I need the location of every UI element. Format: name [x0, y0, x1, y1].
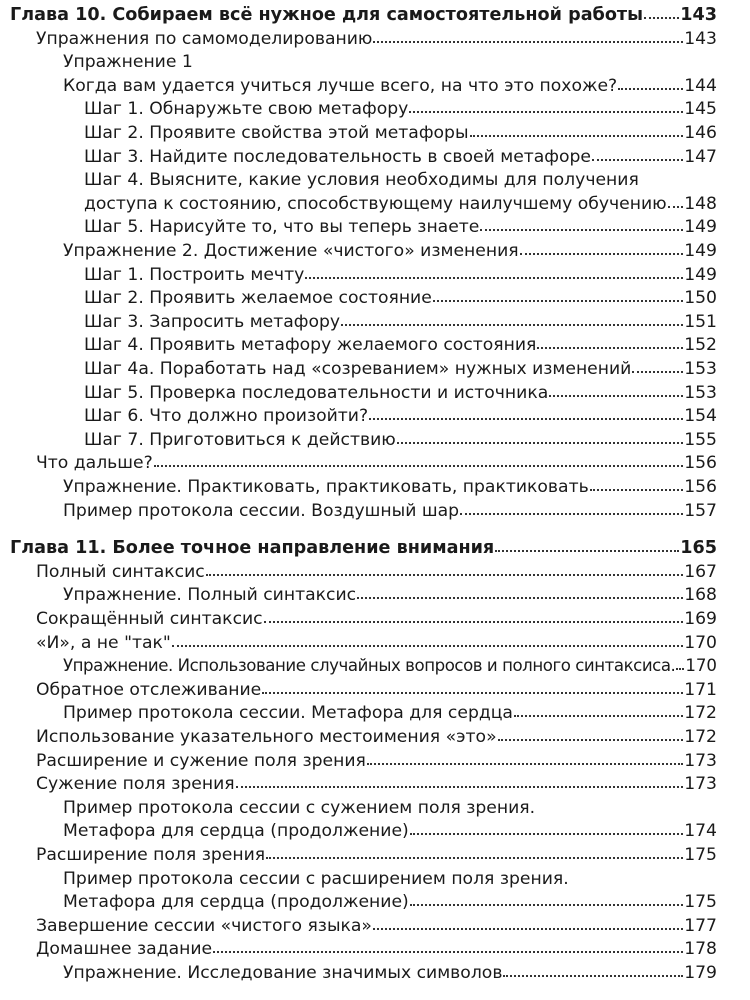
page-number: 143 [684, 28, 717, 49]
dot-leader [373, 927, 683, 930]
page-number: 167 [684, 561, 717, 582]
toc-entry [63, 49, 717, 75]
toc-entry [63, 474, 717, 500]
dot-leader [590, 488, 683, 491]
toc-entry [84, 332, 717, 358]
page-number: 155 [684, 429, 717, 450]
entry-title: доступа к состоянию, способствующему наилучшему обучению [84, 193, 667, 214]
toc-entry [36, 748, 717, 774]
entry-title: Пример протокола сессии. Метафора для сердца [63, 703, 513, 724]
entry-title: Сокращённый синтаксис [36, 609, 263, 629]
toc-entry [84, 427, 717, 453]
entry-title: Шаг 3. Запросить метафору [84, 311, 341, 332]
dot-leader [341, 323, 683, 326]
entry-title: Шаг 4. Проявить метафору желаемого состояния [84, 335, 537, 356]
page-number: 174 [684, 821, 717, 842]
page-number: 178 [684, 939, 717, 960]
toc-entry [63, 582, 717, 608]
entry-title: Шаг 4а. Поработать над «созреванием» нужных изменений [84, 359, 632, 379]
entry-title: Метафора для сердца (продолжение) [63, 821, 409, 842]
dot-leader [357, 596, 683, 599]
page-number: 168 [684, 585, 717, 606]
page-number: 175 [684, 892, 717, 913]
dot-leader [262, 691, 683, 694]
dot-leader [367, 762, 683, 765]
page-number: 165 [680, 538, 717, 559]
dot-leader [495, 549, 679, 552]
dot-leader [213, 950, 683, 953]
toc-entry [36, 913, 717, 939]
dot-leader [618, 87, 683, 90]
dot-leader [549, 394, 683, 397]
entry-title: Пример протокола сессии с сужением поля зрения. [63, 797, 536, 818]
entry-title: Шаг 4. Выясните, какие условия необходимы для получения [84, 170, 639, 191]
page-number: 169 [684, 609, 717, 629]
page-number: 149 [684, 217, 717, 238]
toc-entry [84, 356, 717, 382]
toc-entry [36, 26, 717, 52]
dot-leader [676, 667, 684, 670]
dot-leader [480, 228, 683, 231]
entry-title: Метафора для сердца (продолжение) [63, 892, 409, 913]
toc-entry [36, 677, 717, 703]
page-number: 151 [684, 311, 717, 332]
toc-entry [36, 842, 717, 868]
page-number: 171 [684, 679, 717, 700]
dot-leader [668, 205, 684, 208]
toc-entry [36, 630, 717, 656]
dot-leader [397, 441, 683, 444]
page-number: 157 [684, 500, 717, 521]
page-number: 144 [684, 75, 717, 96]
entry-title: «И», а не "так" [36, 632, 171, 653]
page-number: 146 [684, 123, 717, 143]
toc-entry [84, 144, 717, 170]
toc-entry [36, 724, 717, 750]
dot-leader [206, 573, 683, 576]
entry-title: Шаг 2. Проявите свойства этой метафоры [84, 123, 469, 143]
page-number: 149 [684, 264, 717, 285]
toc-entry [63, 700, 717, 726]
dot-leader [433, 299, 683, 302]
toc-entry [84, 214, 717, 240]
entry-title: Глава 10. Собираем всё нужное для самостоятельной работы [10, 5, 644, 25]
entry-title: Шаг 2. Проявить желаемое состояние [84, 288, 432, 309]
dot-leader [264, 620, 684, 623]
entry-title: Шаг 1. Обнаружьте свою метафору [84, 99, 409, 120]
entry-title: Шаг 5. Проверка последовательности и источника [84, 382, 549, 403]
toc-entry [84, 191, 717, 217]
table-of-contents [0, 2, 750, 1000]
toc-entry [36, 559, 717, 585]
dot-leader [537, 346, 683, 349]
toc-entry [84, 380, 717, 406]
page-number: 173 [684, 750, 717, 771]
entry-title: Шаг 3. Найдите последовательность в своей метафоре [84, 146, 592, 167]
entry-title: Завершение сессии «чистого языка» [36, 915, 372, 936]
dot-leader [266, 856, 683, 859]
chapter-heading [10, 2, 717, 28]
entry-title: Расширение поля зрения [36, 845, 266, 865]
entry-title: Упражнение. Практиковать, практиковать, практиковать [63, 477, 589, 497]
entry-title: Пример протокола сессии с расширением поля зрения. [63, 868, 569, 889]
dot-leader [644, 16, 679, 19]
dot-leader [498, 738, 684, 741]
page-number: 172 [684, 727, 717, 747]
entry-title: Шаг 7. Приготовиться к действию [84, 429, 396, 450]
entry-title: Что дальше? [36, 453, 153, 474]
page-number: 156 [684, 477, 717, 497]
toc-entry [84, 167, 717, 193]
page-number: 153 [684, 382, 717, 403]
dot-leader [236, 785, 684, 788]
dot-leader [172, 644, 683, 647]
page-number: 147 [684, 146, 717, 167]
toc-entry [84, 285, 717, 311]
toc-entry [36, 771, 717, 797]
toc-entry [63, 960, 717, 986]
toc-entry [63, 498, 717, 524]
entry-title: Упражнение 2. Достижение «чистого» изменения [63, 241, 519, 261]
entry-title: Сужение поля зрения [36, 774, 235, 795]
entry-title: Упражнение. Исследование значимых символов [63, 963, 503, 983]
dot-leader [592, 158, 683, 161]
dot-leader [369, 417, 683, 420]
entry-title: Упражнение. Использование случайных вопросов и полного синтаксиса. [63, 656, 676, 676]
dot-leader [460, 512, 683, 515]
entry-title: Шаг 1. Построить мечту [84, 264, 305, 285]
entry-title: Шаг 5. Нарисуйте то, что вы теперь знаете [84, 217, 480, 238]
dot-leader [409, 110, 683, 113]
page-number: 172 [684, 703, 717, 724]
dot-leader [514, 714, 683, 717]
entry-title: Шаг 6. Что должно произойти? [84, 406, 369, 427]
page-number: 170 [684, 632, 717, 653]
toc-entry [63, 653, 717, 679]
dot-leader [410, 903, 683, 906]
toc-entry [63, 818, 717, 844]
page-number: 170 [685, 656, 717, 676]
dot-leader [520, 252, 684, 255]
page-number: 143 [680, 5, 717, 25]
page-number: 177 [684, 915, 717, 936]
toc-entry [84, 96, 717, 122]
toc-entry [84, 262, 717, 288]
toc-entry [36, 936, 717, 962]
toc-entry [63, 238, 717, 264]
toc-entry [63, 73, 717, 99]
entry-title: Обратное отслеживание [36, 679, 262, 700]
entry-title: Когда вам удается учиться лучше всего, на что это похоже? [63, 75, 618, 96]
toc-entry [36, 606, 717, 632]
entry-title: Пример протокола сессии. Воздушный шар [63, 500, 460, 521]
page-number: 175 [684, 845, 717, 865]
entry-title: Глава 11. Более точное направление внимания [10, 538, 495, 559]
page-number: 152 [684, 335, 717, 356]
page-number: 149 [684, 241, 717, 261]
page-number: 150 [684, 288, 717, 309]
chapter-heading [10, 535, 717, 561]
entry-title: Домашнее задание [36, 939, 213, 960]
toc-entry [84, 403, 717, 429]
page-number: 173 [684, 774, 717, 795]
dot-leader [632, 370, 683, 373]
toc-entry [36, 450, 717, 476]
entry-title: Упражнения по самомоделированию [36, 28, 373, 49]
toc-entry [63, 889, 717, 915]
entry-title: Расширение и сужение поля зрения [36, 750, 366, 771]
page-number: 153 [684, 359, 717, 379]
page-number: 154 [684, 406, 717, 427]
dot-leader [470, 134, 684, 137]
entry-title: Упражнение. Полный синтаксис [63, 585, 357, 606]
dot-leader [305, 276, 683, 279]
toc-entry [84, 309, 717, 335]
dot-leader [410, 832, 683, 835]
dot-leader [503, 974, 683, 977]
page-number: 156 [684, 453, 717, 474]
entry-title: Упражнение 1 [63, 52, 193, 73]
page-number: 179 [684, 963, 717, 983]
toc-entry [84, 120, 717, 146]
page-number: 148 [684, 193, 717, 214]
dot-leader [154, 464, 683, 467]
entry-title: Полный синтаксис [36, 561, 205, 582]
toc-entry [63, 866, 717, 892]
toc-entry [63, 795, 717, 821]
dot-leader [373, 40, 683, 43]
entry-title: Использование указательного местоимения «это» [36, 727, 497, 747]
page-number: 145 [684, 99, 717, 120]
